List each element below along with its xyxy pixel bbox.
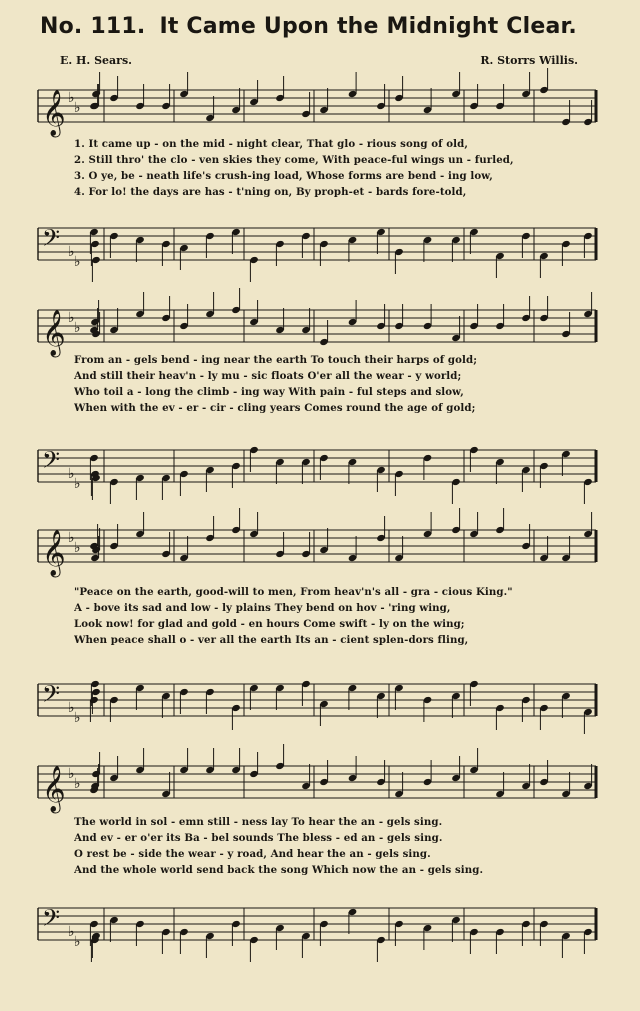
flat-icon: ♭ [68,924,75,940]
verse-line-4: When peace shall o - ver all the earth Its an - cient splen-dors fling, [74,634,469,646]
verse-line-4: And the whole world send back the song Which now the an - gels sing. [74,864,484,876]
music-credit: R. Storrs Willis. [480,54,578,67]
flat-icon: ♭ [68,90,75,106]
hymn-name: It Came Upon the Midnight Clear. [159,14,577,39]
flat-icon: ♭ [74,254,81,270]
treble-clef-icon: 𝄞 [42,530,66,576]
lyrics-block [74,136,594,200]
flat-icon: ♭ [74,476,81,492]
verse-line-1: From an - gels bend - ing near the earth To touch their harps of gold; [74,354,478,366]
verse-line-1: The world in sol - emn still - ness lay To hear the an - gels sing. [74,816,443,828]
treble-clef-icon: 𝄞 [42,90,66,136]
bass-staff [34,444,600,492]
hymn-title [40,14,620,39]
verse-line-2: And ev - er o'er its Ba - bel sounds The bless - ed an - gels sing. [74,832,443,844]
words-credit: E. H. Sears. [60,54,132,67]
flat-icon: ♭ [68,766,75,782]
verse-line-2: And still their heav'n - ly mu - sic floats O'er all the wear - y world; [74,370,462,382]
bass-staff [34,222,600,270]
treble-clef-icon: 𝄞 [42,766,66,812]
verse-line-3: Look now! for glad and gold - en hours Come swift - ly on the wing; [74,618,465,630]
lyrics-block [74,584,594,648]
bass-staff [34,678,600,726]
flat-icon: ♭ [68,466,75,482]
verse-line-2: 2. Still thro' the clo - ven skies they come, With peace-ful wings un - furled, [74,154,514,166]
verse-line-3: 3. O ye, be - neath life's crush-ing load, Whose forms are bend - ing low, [74,170,493,182]
bass-clef-icon: 𝄢 [42,446,61,479]
flat-icon: ♭ [74,934,81,950]
flat-icon: ♭ [68,244,75,260]
verse-line-1: "Peace on the earth, good-will to men, From heav'n's all - gra - cious King." [74,586,513,598]
treble-staff [34,524,600,576]
treble-staff [34,760,600,812]
flat-icon: ♭ [74,540,81,556]
flat-icon: ♭ [68,530,75,546]
lyrics-block [74,352,594,416]
bass-clef-icon: 𝄢 [42,224,61,257]
verse-line-3: Who toil a - long the climb - ing way With pain - ful steps and slow, [74,386,464,398]
flat-icon: ♭ [74,100,81,116]
treble-clef-icon: 𝄞 [42,310,66,356]
flat-icon: ♭ [68,310,75,326]
flat-icon: ♭ [74,776,81,792]
hymn-number: No. 111. [40,14,146,39]
verse-line-1: 1. It came up - on the mid - night clear, That glo - rious song of old, [74,138,469,150]
verse-line-2: A - bove its sad and low - ly plains They bend on hov - 'ring wing, [74,602,451,614]
flat-icon: ♭ [68,700,75,716]
bass-clef-icon: 𝄢 [42,680,61,713]
lyrics-block [74,814,594,878]
treble-staff [34,304,600,356]
treble-staff [34,84,600,136]
bass-staff [34,902,600,950]
verse-line-3: O rest be - side the wear - y road, And hear the an - gels sing. [74,848,431,860]
verse-line-4: 4. For lo! the days are has - t'ning on, By proph-et - bards fore-told, [74,186,467,198]
flat-icon: ♭ [74,320,81,336]
verse-line-4: When with the ev - er - cir - cling years Comes round the age of gold; [74,402,476,414]
flat-icon: ♭ [74,710,81,726]
bass-clef-icon: 𝄢 [42,904,61,937]
